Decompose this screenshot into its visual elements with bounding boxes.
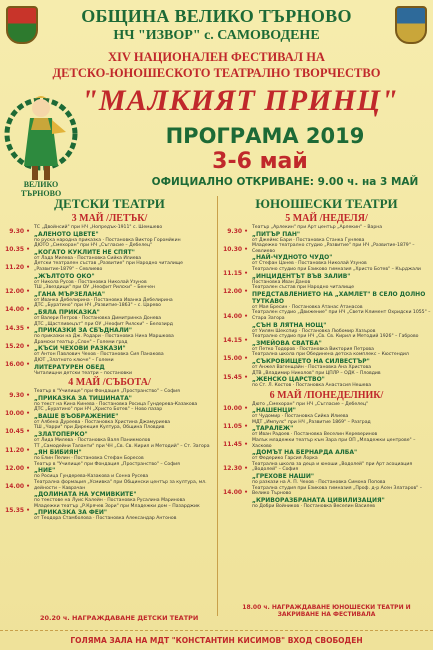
youth-theatres-column (220, 196, 433, 509)
event-director: по Елин Пелин · Постановка Стефан Боресов (34, 456, 144, 462)
event-director: от Чудомир · Постановка Сийка Илиева (252, 414, 349, 420)
poster-header (0, 0, 433, 205)
program-item (220, 225, 433, 243)
event-company: ТС „Двойнсий" при НЧ „Нопредък-1911" с. Шемшево (34, 225, 163, 230)
event-time: 14.15 • (220, 334, 252, 344)
event-title: „ДОЛИНАТА НА УСМИВКИТЕ" (34, 491, 137, 499)
program-item (2, 389, 217, 407)
event-company: Малък младежки театър към Зара при ОП „Младежки центрове" – Хасково (252, 438, 416, 449)
event-details (252, 310, 433, 334)
event-director: от Анжел Вагенщайн · Постановка Ана Христова (252, 364, 372, 370)
event-title: „ЖЪЛТОТО ОКО" (34, 272, 95, 280)
event-time: 11.20 • (2, 444, 34, 454)
event-title: „АЛЕНОТО ЦВЕТЕ" (34, 230, 99, 238)
event-time: 10.35 • (2, 243, 34, 253)
event-time: 10.30 • (220, 243, 252, 253)
day-heading: 6 МАЙ /ПОНЕДЕЛНИК/ (269, 389, 384, 401)
event-title: „ЯН БИБИЯН" (34, 449, 82, 457)
event-title: „ТАРАЛЕЖ" (252, 425, 294, 433)
event-details (34, 462, 217, 480)
event-company: Театрален състав при Народно читалище (252, 285, 355, 291)
day-heading: 5 МАЙ /НЕДЕЛЯ/ (285, 213, 368, 224)
venue-footer: ГОЛЯМА ЗАЛА НА МДТ "КОНСТАНТИН КИСИМОВ" ВХОД СВОБОДЕН (0, 630, 433, 650)
column-divider (217, 196, 218, 616)
event-time: 15.35 • (2, 504, 34, 514)
event-time: 14.00 • (220, 310, 252, 320)
municipality-crest-icon (6, 6, 38, 44)
event-director: от Стефан Цанев · Постановка Николай Узунов (252, 261, 367, 267)
event-time: 10.00 • (2, 407, 34, 417)
event-company: Театрален студио „Движение" при НЧ „Свети Климент Охридски 1055" – Стара Загора (252, 310, 431, 321)
festival-name: "МАЛКИЯТ ПРИНЦ" (81, 84, 399, 117)
event-title: „ГАНА МЪРЗЕЛАНА" (34, 290, 105, 298)
event-details (252, 462, 433, 486)
event-director: от Лида Милева · Постановка Валя Паникмолов (34, 438, 151, 444)
event-time: 14.35 • (2, 322, 34, 332)
program-item (2, 261, 217, 285)
program-item (220, 334, 433, 352)
event-director: от Мая Бресин · Постановка Атанас Атанасов (252, 304, 363, 310)
festival-dates: 3-6 май (212, 149, 308, 174)
event-director: по приказки на Дж. Родари · Постановка Нина Маршкова (34, 334, 174, 340)
event-time: 15.45 • (220, 371, 252, 381)
event-company: ДТС „Буратино" при НЧ „Христо Ботев" – Ново пазар (34, 407, 163, 413)
event-details (34, 322, 217, 340)
event-title: „ЗМЕЙОВА СВАТБА" (252, 339, 322, 347)
event-details (34, 225, 217, 243)
program-item (2, 303, 217, 321)
day-heading: 3 МАЙ /ЛЕТЪК/ (71, 213, 148, 224)
program-item (2, 462, 217, 480)
event-company: Драмски театър „Слон" – Големи град (34, 339, 128, 345)
program-item (2, 407, 217, 425)
event-time: 10.00 • (220, 402, 252, 412)
event-time: 9.30 • (2, 225, 34, 235)
event-company: ТШ „Звездици" при ОУ „Неофит Рилски" – Бенчен (34, 285, 155, 291)
event-director: от Антон Павлович Чехов · Постановка Сия Панакова (34, 352, 164, 358)
children-awards-text: НАГРАЖДАВАНЕ ДЕТСКИ ТЕАТРИ (72, 614, 199, 622)
event-time: 14.00 • (2, 303, 34, 313)
program-item (220, 420, 433, 438)
youth-theatres-heading: ЮНОШЕСКИ ТЕАТРИ (255, 196, 398, 211)
event-time: 10.45 • (2, 425, 34, 435)
event-director: Читалищни детски театри – постановки (34, 370, 132, 376)
event-director: от Уилям Шекспир · Постановка Любомир Хазъров (252, 328, 376, 334)
event-title: „ДОМЪТ НА БЕРНАРДА АЛБА" (252, 449, 358, 457)
event-time: 12.00 • (220, 285, 252, 295)
event-company: ТТ „Самодейни Таланти" при ЧН „Св. Св. Кирил и Методий" – Ст. Загора (34, 443, 210, 449)
program-item (2, 340, 217, 358)
event-details (34, 261, 217, 285)
children-theatres-column (2, 196, 217, 522)
event-time: 11.05 • (220, 420, 252, 430)
event-director: от Албена Дуреева · Постановка Христина Джамуриева (34, 419, 171, 425)
event-details (34, 285, 217, 303)
event-company: Театър „Арлекин" при Арт център „Арлекин" – Варна (252, 225, 383, 230)
event-title: „ГРЕХОВЕ НАШИ" (252, 473, 314, 481)
event-title: „ПИТЪР ПАН" (252, 230, 301, 238)
event-title: „НАШЕНЦИ" (252, 407, 296, 415)
program-item (220, 438, 433, 462)
event-director: от Валери Петров · Постановка Димитринка Донева (34, 315, 162, 321)
event-details (34, 243, 217, 261)
program-item (220, 310, 433, 334)
event-title: „КЪСИ ЧЕХОВИ РАЗКАЗИ" (34, 345, 126, 353)
event-details (252, 438, 433, 462)
event-details (34, 407, 217, 425)
event-details (34, 340, 217, 358)
event-title: „КРИВОРАЗБРАНАТА ЦИВИЛИЗАЦИЯ" (252, 496, 385, 504)
event-company: ДЮТ „Златното ключе" – Големи (34, 357, 114, 363)
event-details (252, 420, 433, 438)
program-item (2, 444, 217, 462)
program-title: ПРОГРАМА 2019 (165, 124, 365, 148)
event-company: Театрално студио при Езиково гимназия „Христо Ботев" – Кърджали (252, 266, 421, 272)
program-item (220, 462, 433, 486)
program-item (220, 243, 433, 267)
opening-info: ОФИЦИАЛНО ОТКРИВАНЕ: 9.00 ч. на 3 МАЙ (151, 176, 419, 188)
event-director: по Добри Войников · Постановка Веселин Василев (252, 503, 375, 509)
event-time: 12.00 • (2, 285, 34, 295)
festival-edition: XIV НАЦИОНАЛЕН ФЕСТИВАЛ НА (108, 50, 325, 64)
event-company: ДТС „Буратино" при НЧ „Развитие-1863" – с. Царево (34, 303, 161, 309)
event-director: от Теодора Стамболова · Постановка Александар Антонов (34, 516, 177, 522)
program-item (2, 480, 217, 504)
event-company: Театрално студио при НЧ „Св. Св. Кирил и Методий 1926" – Габрово (252, 334, 419, 340)
event-time: 15.20 • (2, 340, 34, 350)
event-director: от Федерико Гарсия Лорка (252, 456, 318, 462)
youth-awards-text: НАГРАЖДАВАНЕ ЮНОШЕСКИ ТЕАТРИ И ЗАКРИВАНЕ НА ФЕСТИВАЛА (271, 604, 411, 618)
event-details (34, 480, 217, 504)
event-details (252, 267, 433, 285)
event-details (34, 425, 217, 443)
program-item (220, 371, 433, 389)
event-title: „ЖЕНСКО ЦАРСТВО" (252, 376, 325, 384)
event-company: Театър в "Училище" при Фондация „Пространство" – София (34, 389, 180, 395)
event-title: „ВАШЕ ВЪОБРАЖЕНИЕ" (34, 412, 119, 420)
event-director: Постановка Иван Данов (252, 279, 311, 285)
event-time: 14.00 • (220, 486, 252, 496)
children-theatres-heading: ДЕТСКИ ТЕАТРИ (54, 196, 165, 211)
event-time: 9.30 • (2, 389, 34, 399)
event-title: „СЪН В ЛЯТНА НОЩ" (252, 321, 327, 329)
program-item (2, 358, 217, 376)
event-director: по разкази на А. П. Чехов · Постановка Симона Попова (252, 480, 386, 486)
event-company: Театрална формация „Усмивка" при Общински център за култура, мл. дейности – Каврачан (34, 480, 207, 491)
event-title: „НАЙ-ЧУДНОТО ЧУДО" (252, 254, 333, 262)
event-director: по текстове на Луис Калейн · Постановка Русалина Маринова (34, 498, 186, 504)
event-company: Театрална школа при Обединена детска комплекс – Кюстендил (252, 352, 409, 358)
event-details (252, 225, 433, 243)
little-prince-logo-icon (4, 72, 78, 192)
event-company: ДЮТО „Смехоран" при НЧ „Съгласие – Дебелец" (34, 243, 153, 249)
event-time: 12.30 • (220, 462, 252, 472)
children-awards-time: 20.20 ч. (40, 614, 70, 622)
event-details (252, 285, 433, 310)
day-heading: 4 МАЙ /СЪБОТА/ (68, 377, 151, 389)
event-title: „НИЕ" (34, 467, 56, 475)
event-company: ТШ „Чарри" при Дирекция Култура, Община Пловдив (34, 425, 165, 431)
event-director: по Росица Гундерева-Казакова и Сонна Русева (34, 474, 149, 480)
event-director: по руска народна приказка · Постановка Виктор Горомйкин (34, 237, 181, 243)
event-company: ДТС „Щастливецът" при ОУ „Неофит Рилски" – Белозирд (34, 321, 173, 327)
event-details (252, 334, 433, 352)
event-time: 15.00 • (220, 352, 252, 362)
youth-awards (224, 604, 429, 618)
event-time: 11.20 • (2, 261, 34, 271)
event-details (252, 402, 433, 420)
event-time: 11.45 • (220, 438, 252, 448)
event-details (34, 303, 217, 321)
event-company: ДТВ „Владимир Николов" при ЦПЛР – ОДК – Пловдив (252, 370, 381, 376)
logo-caption: ВЕЛИКО ТЪРНОВО (20, 180, 62, 198)
event-company: Детски театрален състав „Развитие" при Народно читалище „Развитие-1879" – Севлиево (34, 261, 183, 272)
event-details (252, 352, 433, 370)
event-title: „ЗЛАТОПЕРКО" (34, 431, 88, 439)
program-item (2, 322, 217, 340)
organizer-title: ОБЩИНА ВЕЛИКО ТЪРНОВО (81, 6, 352, 26)
event-time: 9.30 • (220, 225, 252, 235)
event-director: по текст на Кина Кинева · Постановка Росица Гундерева-Казакова (34, 401, 198, 407)
program-item (220, 352, 433, 370)
event-details (34, 444, 217, 462)
event-title: „ПРИКАЗКИ ЗА СБЪДНАЛИ" (34, 327, 132, 335)
event-company: Театрална студия при Езикова гимназия „Проф. д-р Асен Златаров" – Велико Търново (252, 485, 423, 497)
event-title: „БЯЛА ПРИКАЗКА" (34, 308, 100, 316)
event-director: от Иванка Дебелирина · Постановка Иванка Дебелирина (34, 297, 173, 303)
program-item (220, 402, 433, 420)
program-item (2, 243, 217, 261)
event-time: 16.00 • (2, 358, 34, 368)
event-time: 12.00 • (2, 462, 34, 472)
event-title: „ИНЦИДЕНТЪТ ВЪВ ЗАЛИВ" (252, 272, 351, 280)
event-title: ЛИТЕРАТУРЕН ОБЕД (34, 363, 105, 371)
event-company: МДТ „Импулс" при НЧ „Развитие 1869" – Разград (252, 419, 371, 425)
event-details (34, 504, 217, 522)
event-director: от Джеймс Бари · Постановка Станка Гуняева (252, 237, 365, 243)
event-director: от Никола Русов · Постановка Николай Узунов (34, 279, 147, 285)
event-title: „СЪКРОВИЩЕТО НА СИЛВЕСТЪР" (252, 357, 370, 365)
program-item (220, 486, 433, 510)
event-details (34, 389, 217, 407)
event-company: Младежки театър „Р.Крячев Зори" при Младежки дом – Пазарджик (34, 503, 200, 509)
program-item (220, 285, 433, 310)
program-item (2, 425, 217, 443)
event-company: Театрална школа за деца и юноши „Водолей" при Арт асоциация „Водолей" – София (252, 461, 413, 473)
program-item (220, 267, 433, 285)
event-company: Младежко театрално студио „Развитие" при НЧ „Развитие-1879" – Севлиево (252, 243, 415, 254)
event-title: „ПРИКАЗКА ЗА ТИШИНАТА" (34, 394, 132, 402)
event-director: по Ст. Л. Костов · Постановка Анастасия Нешева (252, 383, 372, 389)
event-time: 11.15 • (220, 267, 252, 277)
co-organizer: НЧ "ИЗВОР" с. САМОВОДЕНЕ (113, 28, 320, 43)
event-title: ПРЕДСТАВЛЕНИЕТО НА „ХАМЛЕТ" В СЕЛО ДОЛНО ТУТКАВО (252, 290, 426, 305)
event-title: „КОГАТО КУКЛИТЕ НЕ СПЯТ" (34, 248, 135, 256)
event-director: от Петко Тодоров · Постановка Виктория Петрова (252, 346, 374, 352)
program-item (2, 285, 217, 303)
event-title: „ПРИКАЗКА ЗА ФЕИ" (34, 509, 108, 517)
chitalishte-crest-icon (395, 6, 427, 44)
program-item (2, 504, 217, 522)
event-director: от Иван Радоев · Постановка Веселин Кереверинов (252, 432, 378, 438)
event-details (252, 486, 433, 510)
event-details (252, 371, 433, 389)
children-awards (40, 614, 198, 622)
event-details (252, 243, 433, 267)
event-company: Театър в "Училище" при Фондация „Пространство" – София (34, 461, 180, 467)
program-item (2, 225, 217, 243)
festival-subtitle: ДЕТСКО-ЮНОШЕСКОТО ТЕАТРАЛНО ТВОРЧЕСТВО (52, 66, 381, 80)
event-company: Дюто „Смехоран" при НЧ „Съгласие – Дебелец" (252, 401, 369, 407)
event-time: 14.00 • (2, 480, 34, 490)
event-details (34, 358, 217, 376)
youth-awards-time: 18.00 ч. (242, 604, 270, 611)
event-director: от Лада Милева · Постановка Сийка Илиева (34, 255, 142, 261)
